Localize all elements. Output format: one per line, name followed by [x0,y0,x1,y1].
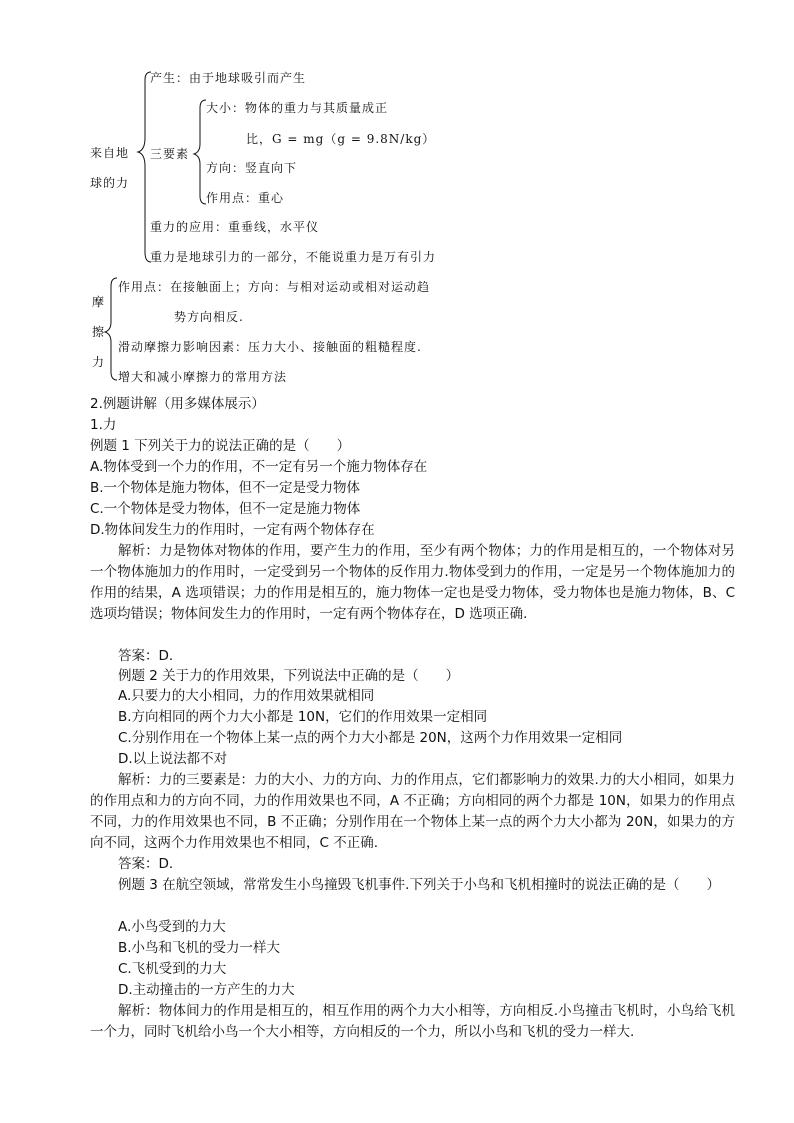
example2-option-c: C.分别作用在一个物体上某一点的两个力大小都是 20N，这两个力作用效果一定相同 [118,730,623,746]
gravity-label-line2: 球的力 [90,176,130,190]
friction-label-2: 擦 [92,325,106,339]
gravity-application: 重力的应用：重垂线，水平仪 [150,220,320,234]
gravity-label-line1: 来自地 [90,146,130,160]
example1-question: 例题 1 下列关于力的说法正确的是（ ） [90,438,351,454]
friction-point-line1: 作用点：在接触面上；方向：与相对运动或相对运动趋 [118,280,431,294]
gravity-size-line1: 大小：物体的重力与其质量成正 [206,101,389,115]
section-subheading: 1.力 [90,417,117,433]
example3-analysis: 解析：物体间力的作用是相互的，相互作用的两个力大小相等，方向相反.小鸟撞击飞机时，小鸟给飞机一个力，同时飞机给小鸟一个大小相等，方向相反的一个力，所以小鸟和飞机的受力一样大. [90,1003,735,1040]
example2-question: 例题 2 关于力的作用效果，下列说法中正确的是（ ） [118,668,460,684]
gravity-size-line2: 比，G = mg（g = 9.8N/kg） [246,132,436,146]
gravity-direction: 方向：竖直向下 [206,161,298,175]
gravity-origin: 产生：由于地球吸引而产生 [150,71,307,85]
example1-option-d: D.物体间发生力的作用时，一定有两个物体存在 [90,522,375,538]
section-heading: 2.例题讲解（用多媒体展示） [90,396,265,412]
example1-option-a: A.物体受到一个力的作用，不一定有另一个施力物体存在 [90,459,428,475]
example3-option-c: C.飞机受到的力大 [118,961,227,977]
example2-option-a: A.只要力的大小相同，力的作用效果就相同 [118,688,375,704]
example1-analysis: 解析：力是物体对物体的作用，要产生力的作用，至少有两个物体；力的作用是相互的，一个物体对另一个物体施加力的作用时，一定受到另一个物体的反作用力.物体受到力的作用，一定是另一个物体施加力的作用的结果，A 选项错误；力的作用是相互的，施力物体一定也是受力物体，受力物体也是施力物体，B、C 选项均错误；物体间发生力的作用时，一定有两个物体存在，D 选项正确. [90,543,735,622]
three-elements-brace [194,100,206,204]
example3-option-b: B.小鸟和飞机的受力一样大 [118,940,281,956]
example2-option-d: D.以上说法都不对 [118,751,228,767]
example3-option-d: D.主动撞击的一方产生的力大 [118,982,295,998]
example2-analysis: 解析：力的三要素是：力的大小、力的方向、力的作用点，它们都影响力的效果.力的大小相同，如果力的作用点和力的方向不同，力的作用效果也不同，A 不正确；方向相同的两个力都是 10N，如果力的作用点不同，力的作用效果也不同，B 不正确；分别作用在一个物体上某一点的两个力大小都为 20N，如果力的方向不同，这两个力作用效果也不相同，C 不正确. [90,772,735,851]
example1-option-b: B.一个物体是施力物体，但不一定是受力物体 [90,480,361,496]
example2-option-b: B.方向相同的两个力大小都是 10N，它们的作用效果一定相同 [118,709,488,725]
example2-answer: 答案：D. [118,856,174,872]
friction-label-1: 摩 [92,295,106,309]
friction-label-3: 力 [92,355,106,369]
example3-option-a: A.小鸟受到的力大 [118,919,226,935]
gravity-relation: 重力是地球引力的一部分，不能说重力是万有引力 [150,250,437,264]
friction-methods: 增大和减小摩擦力的常用方法 [118,370,288,384]
gravity-point: 作用点：重心 [206,191,285,205]
friction-brace [105,278,117,380]
friction-point-line2: 势方向相反. [174,310,244,324]
example1-answer: 答案：D. [118,648,174,664]
example3-question: 例题 3 在航空领域，常常发生小鸟撞毁飞机事件.下列关于小鸟和飞机相撞时的说法正确的是（ ） [118,877,720,893]
friction-sliding-factors: 滑动摩擦力影响因素：压力大小、接触面的粗糙程度. [118,340,422,354]
example1-option-c: C.一个物体是受力物体，但不一定是施力物体 [90,501,361,517]
three-elements-label: 三要素 [150,147,190,161]
